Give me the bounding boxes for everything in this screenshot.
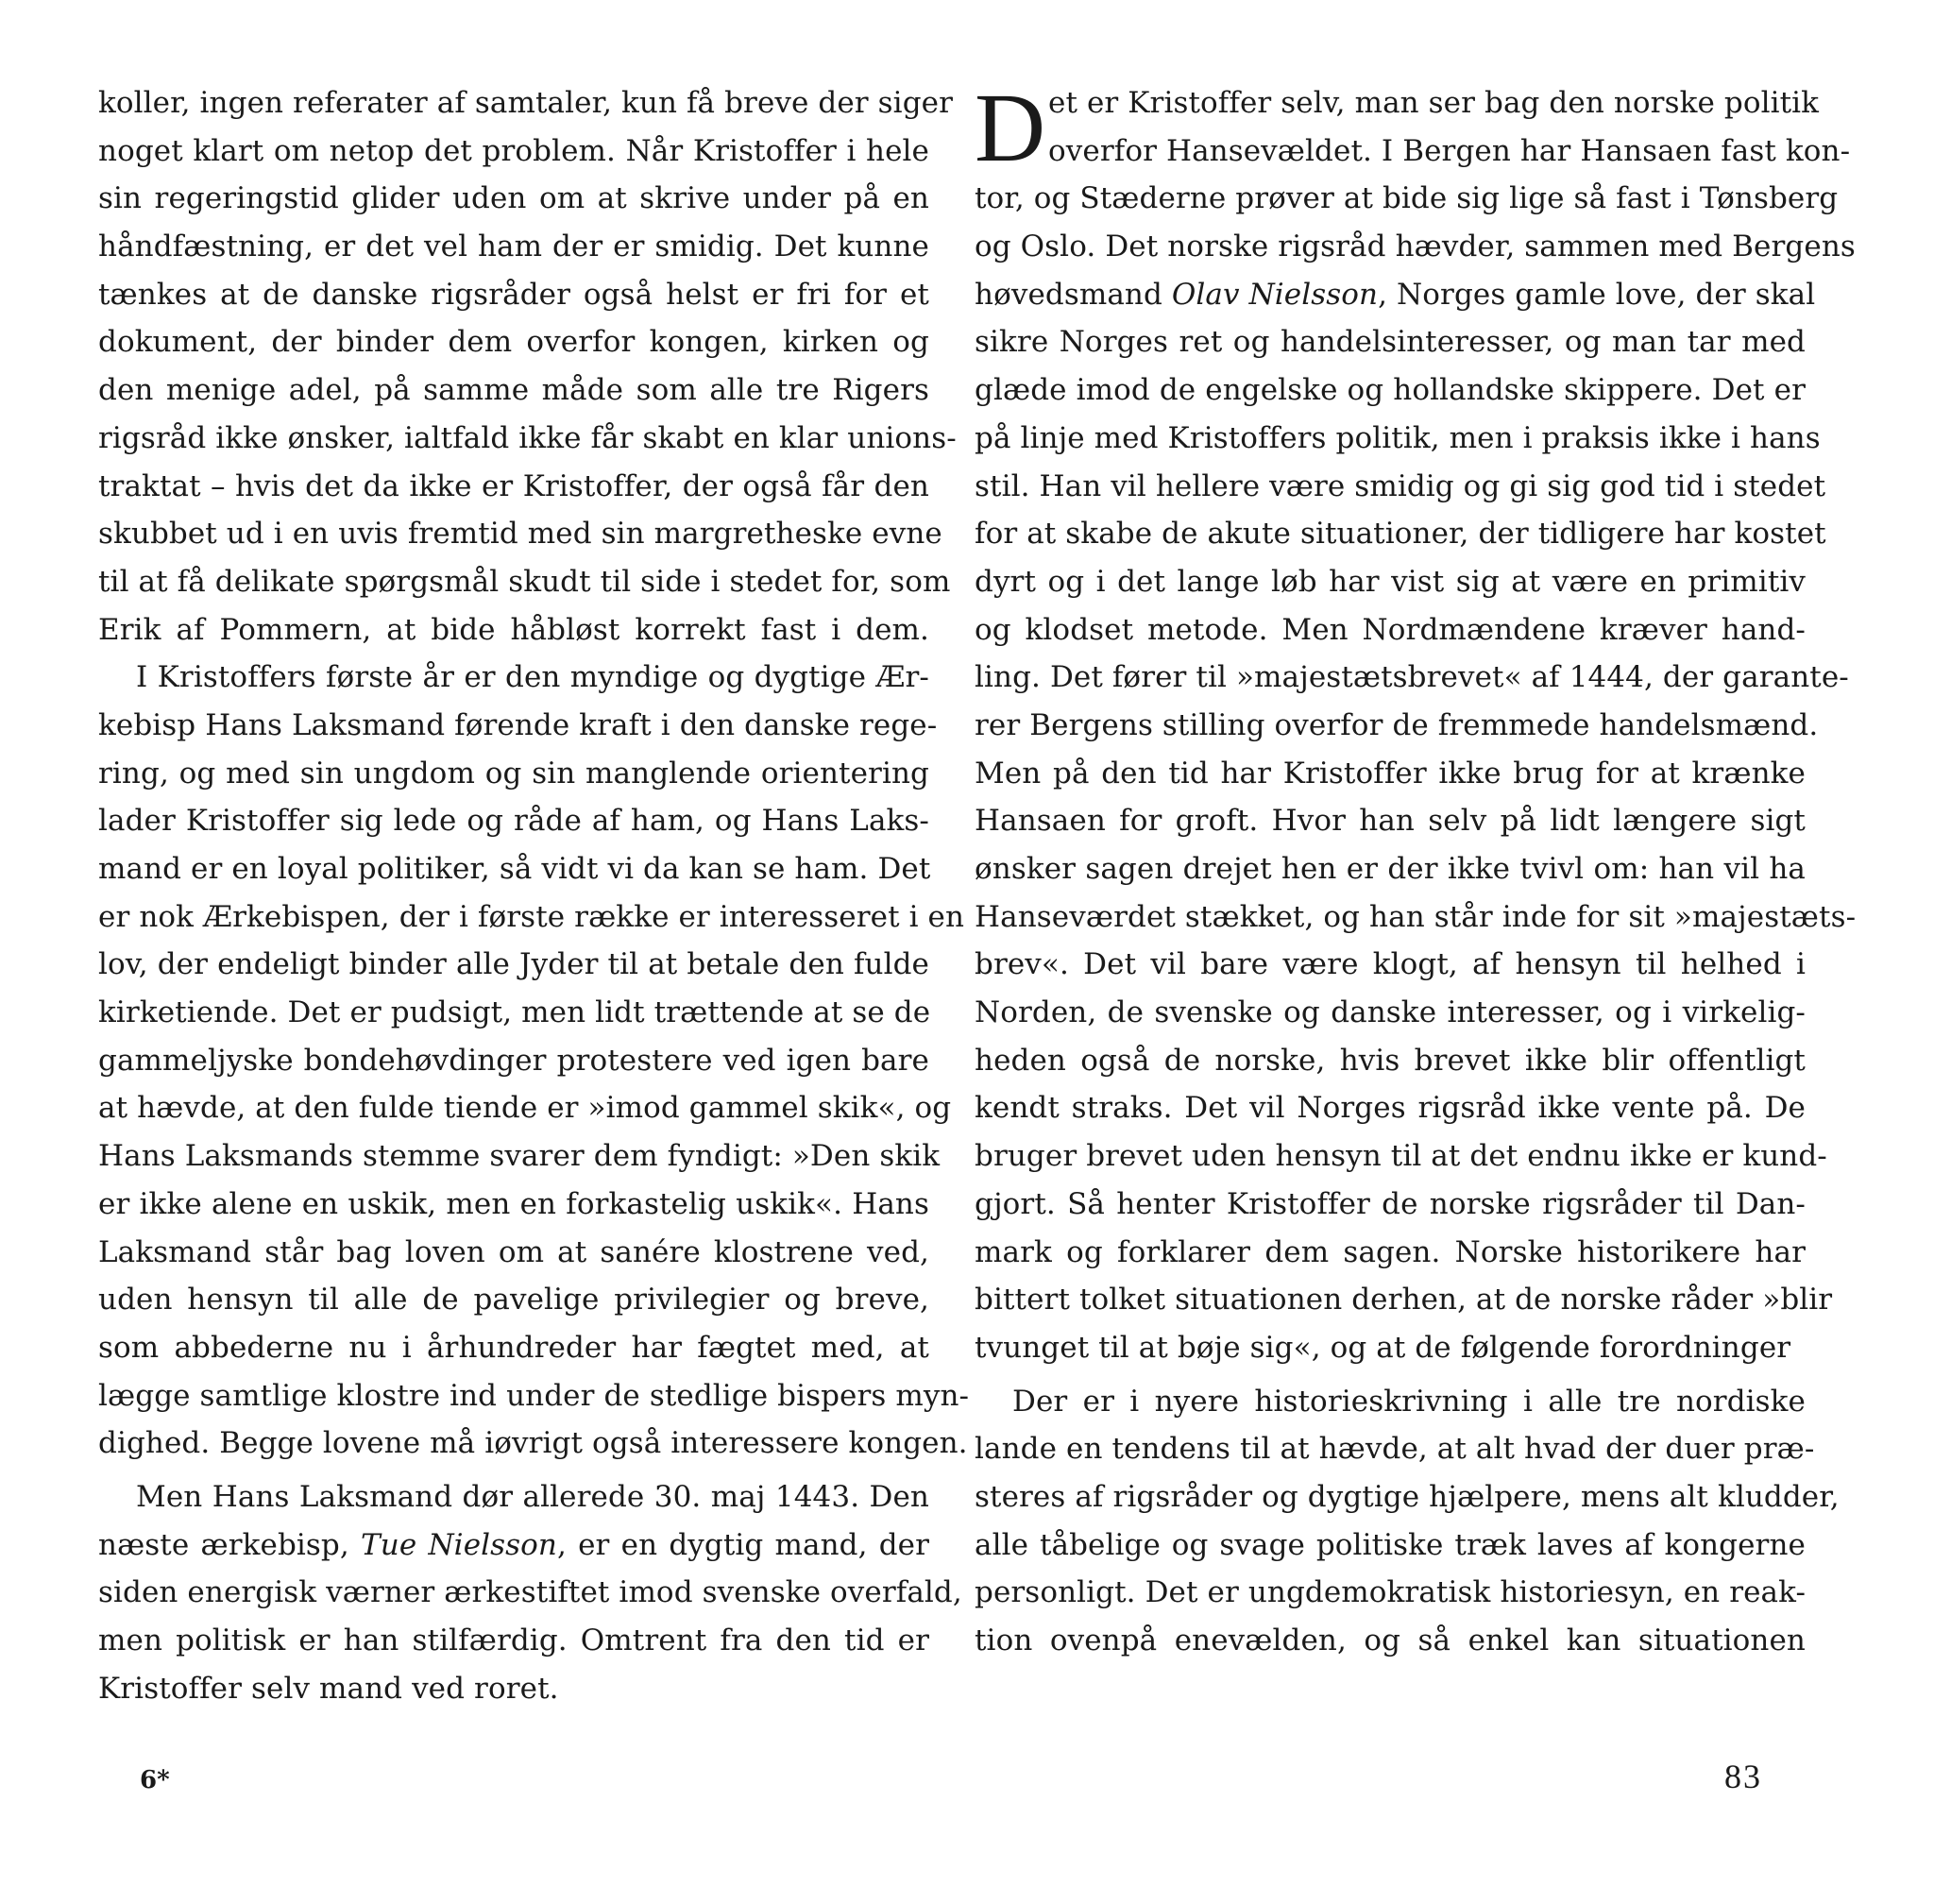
right-paragraph-1: [975, 74, 1857, 1372]
text-line: kirketiende. Det er pudsigt, men lidt trættende at se de: [98, 995, 931, 1030]
text-line: koller, ingen referater af samtaler, kun få breve der siger: [98, 86, 954, 120]
text-line: ønsker sagen drejet hen er der ikke tvivl om: han vil ha: [975, 852, 1806, 886]
text-line: er ikke alene en uskik, men en forkastelig uskik«. Hans: [98, 1186, 929, 1221]
left-paragraph-3: [98, 1473, 962, 1712]
text-line: håndfæstning, er det vel ham der er smidig. Det kunne: [98, 230, 929, 264]
text-line: glæde imod de engelske og hollandske skippere. Det er: [975, 373, 1806, 408]
person-name-italic: Tue Nielsson: [361, 1527, 557, 1562]
text-line: gjort. Så henter Kristoffer de norske rigsråder til Dan-: [975, 1186, 1806, 1221]
text-line: bruger brevet uden hensyn til at det endnu ikke er kund-: [975, 1139, 1827, 1174]
text-line: Hanseværdet stækket, og han står inde for sit »majestæts-: [975, 899, 1857, 934]
text-line: ring, og med sin ungdom og sin manglende orientering: [98, 756, 929, 790]
text-line: sin regeringstid glider uden om at skrive under på en: [98, 181, 929, 216]
text-line: og Oslo. Det norske rigsråd hævder, sammen med Bergens: [975, 230, 1856, 264]
text-line: gammeljyske bondehøvdinger protestere ved igen bare: [98, 1043, 929, 1078]
text-line: alle tåbelige og svage politiske træk laves af kongerne: [975, 1527, 1806, 1562]
text-line: bittert tolket situationen derhen, at de norske råder »blir: [975, 1283, 1833, 1318]
text-line: rigsråd ikke ønsker, ialtfald ikke får skabt en klar unions-: [98, 420, 957, 455]
text-line: som abbederne nu i århundreder har fægtet med, at: [98, 1330, 929, 1365]
text-line: lægge samtlige klostre ind under de stedlige bispers myn-: [98, 1378, 970, 1413]
text-line: at hævde, at den fulde tiende er »imod gammel skik«, og: [98, 1091, 952, 1126]
text-line: sikre Norges ret og handelsinteresser, og man tar med: [975, 325, 1806, 360]
text-line: Men på den tid har Kristoffer ikke brug for at krænke: [975, 756, 1806, 790]
text-line: overfor Hansevældet. I Bergen har Hansaen fast kon-: [1048, 133, 1851, 168]
text-line: til at få delikate spørgsmål skudt til side i stedet for, som: [98, 564, 951, 599]
text-line: et er Kristoffer selv, man ser bag den norske politik: [1048, 86, 1820, 120]
text-fragment: næste ærkebisp,: [98, 1527, 361, 1562]
text-line: for at skabe de akute situationer, der tidligere har kostet: [975, 517, 1826, 552]
page-number: 83: [1724, 1758, 1762, 1795]
text-line: er nok Ærkebispen, der i første række er interesseret i en: [98, 899, 965, 934]
signature-mark: 6*: [140, 1766, 170, 1794]
text-line: traktat – hvis det da ikke er Kristoffer, der også får den: [98, 468, 929, 503]
text-line: [975, 271, 1816, 319]
text-line: Norden, de svenske og danske interesser, og i virkelig-: [975, 995, 1806, 1030]
text-line: heden også de norske, hvis brevet ikke blir offentligt: [975, 1043, 1806, 1078]
text-line: brev«. Det vil bare være klogt, af hensyn til helhed i: [975, 947, 1806, 982]
right-paragraph-2: [975, 1378, 1840, 1665]
text-line: I Kristoffers første år er den myndige og dygtige Ær-: [136, 660, 929, 695]
text-line: Erik af Pommern, at bide håbløst korrekt fast i dem.: [98, 612, 929, 647]
text-line: Men Hans Laksmand dør allerede 30. maj 1443. Den: [136, 1479, 929, 1514]
text-line: Hansaen for groft. Hvor han selv på lidt længere sigt: [975, 804, 1806, 839]
text-line: den menige adel, på samme måde som alle tre Rigers: [98, 373, 929, 408]
text-line: siden energisk værner ærkestiftet imod svenske overfald,: [98, 1575, 962, 1610]
person-name-italic: Olav Nielsson: [1171, 277, 1379, 312]
text-line: steres af rigsråder og dygtige hjælpere, mens alt kludder,: [975, 1479, 1840, 1514]
text-fragment: høvedsmand: [975, 277, 1172, 312]
text-line: lov, der endeligt binder alle Jyder til at betale den fulde: [98, 947, 929, 982]
text-line: lader Kristoffer sig lede og råde af ham, og Hans Laks-: [98, 804, 929, 839]
text-line: Kristoffer selv mand ved roret.: [98, 1671, 559, 1706]
left-column: [98, 79, 970, 1712]
text-line: tvunget til at bøje sig«, og at de følgende forordninger: [975, 1330, 1791, 1365]
text-line: rer Bergens stilling overfor de fremmede handelsmænd.: [975, 707, 1819, 742]
text-line: noget klart om netop det problem. Når Kristoffer i hele: [98, 133, 929, 168]
text-line: Hans Laksmands stemme svarer dem fyndigt: »Den skik: [98, 1139, 941, 1174]
text-line: dyrt og i det lange løb har vist sig at være en primitiv: [975, 564, 1806, 599]
text-line: mark og forklarer dem sagen. Norske historikere har: [975, 1234, 1806, 1269]
text-line: Der er i nyere historieskrivning i alle tre nordiske: [1012, 1384, 1806, 1419]
text-line: [98, 1522, 929, 1570]
text-line: ling. Det fører til »majestætsbrevet« af 1444, der garante-: [975, 660, 1849, 695]
text-line: tion ovenpå enevælden, og så enkel kan situationen: [975, 1624, 1806, 1658]
text-line: kebisp Hans Laksmand førende kraft i den danske rege-: [98, 707, 938, 742]
text-line: men politisk er han stilfærdig. Omtrent fra den tid er: [98, 1624, 929, 1658]
text-line: dokument, der binder dem overfor kongen, kirken og: [98, 325, 929, 360]
left-paragraph-2: [98, 654, 970, 1468]
text-fragment: , er en dygtig mand, der: [557, 1527, 930, 1562]
text-line: på linje med Kristoffers politik, men i praksis ikke i hans: [975, 420, 1821, 455]
right-column: [975, 74, 1857, 1665]
text-line: kendt straks. Det vil Norges rigsråd ikke vente på. De: [975, 1091, 1806, 1126]
left-paragraph-1: [98, 79, 957, 654]
text-line: tor, og Stæderne prøver at bide sig lige så fast i Tønsberg: [975, 181, 1839, 216]
text-line: lande en tendens til at hævde, at alt hvad der duer præ-: [975, 1432, 1815, 1467]
text-line: Laksmand står bag loven om at sanére klostrene ved,: [98, 1234, 929, 1269]
text-line: og klodset metode. Men Nordmændene kræver hand-: [975, 612, 1806, 647]
text-line: skubbet ud i en uvis fremtid med sin margretheske evne: [98, 517, 942, 552]
text-line: stil. Han vil hellere være smidig og gi sig god tid i stedet: [975, 468, 1826, 503]
text-line: mand er en loyal politiker, så vidt vi da kan se ham. Det: [98, 852, 931, 886]
text-line: uden hensyn til alle de pavelige privilegier og breve,: [98, 1283, 929, 1318]
text-line: dighed. Begge lovene må iøvrigt også interessere kongen.: [98, 1426, 968, 1461]
text-line: personligt. Det er ungdemokratisk historiesyn, en reak-: [975, 1575, 1807, 1610]
drop-cap: D: [975, 74, 1046, 182]
text-fragment: , Norges gamle love, der skal: [1378, 277, 1816, 312]
text-line: tænkes at de danske rigsråder også helst er fri for et: [98, 277, 929, 312]
